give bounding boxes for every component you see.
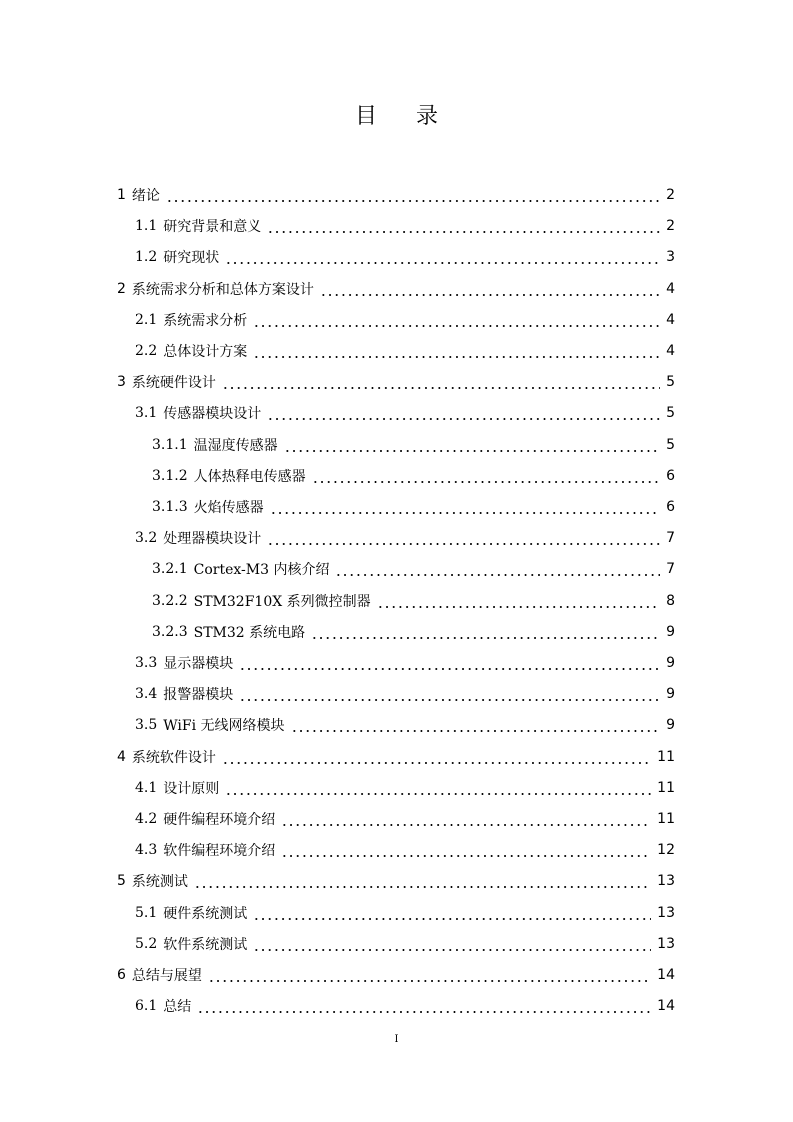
toc-entry-title: 总体设计方案 bbox=[163, 344, 248, 360]
toc-entry[interactable] bbox=[135, 648, 675, 678]
toc-entry[interactable] bbox=[117, 274, 675, 304]
toc-entry-title: 总结 bbox=[163, 999, 192, 1016]
toc-dot-leader bbox=[253, 356, 660, 359]
toc-entry-number: 2 bbox=[117, 280, 126, 297]
toc-entry-page: 11 bbox=[657, 779, 675, 796]
toc-dot-leader bbox=[267, 231, 660, 234]
toc-entry[interactable] bbox=[135, 523, 675, 553]
page-title: 目 录 bbox=[355, 104, 454, 129]
toc-entry-number: 3.2 bbox=[135, 530, 158, 547]
toc-entry-number: 5.2 bbox=[135, 935, 158, 952]
toc-entry[interactable] bbox=[135, 710, 675, 740]
toc-entry-page: 4 bbox=[666, 280, 675, 297]
toc-entry[interactable] bbox=[152, 586, 675, 616]
toc-entry-page: 7 bbox=[666, 530, 675, 547]
toc-entry-page: 8 bbox=[666, 592, 675, 609]
toc-entry[interactable] bbox=[135, 336, 675, 366]
toc-entry-title: 系统硬件设计 bbox=[131, 375, 216, 392]
toc-entry-number: 1 bbox=[117, 187, 126, 203]
toc-entry-title: 火焰传感器 bbox=[193, 500, 264, 516]
toc-entry-number: 3.2.1 bbox=[152, 561, 188, 578]
toc-entry-number: 3.2.2 bbox=[152, 592, 188, 609]
toc-entry-title: 温湿度传感器 bbox=[193, 437, 278, 454]
toc-dot-leader bbox=[222, 761, 651, 764]
toc-entry-page: 13 bbox=[657, 873, 675, 890]
toc-dot-leader bbox=[239, 699, 660, 702]
toc-entry-page: 13 bbox=[657, 935, 675, 952]
toc-dot-leader bbox=[311, 636, 660, 639]
toc-entry-title: 设计原则 bbox=[163, 780, 220, 797]
toc-dot-leader bbox=[284, 449, 660, 452]
toc-entry-page: 9 bbox=[666, 623, 675, 640]
toc-dot-leader bbox=[312, 480, 660, 483]
toc-entry-number: 1.2 bbox=[135, 249, 158, 266]
toc-entry-title: 硬件系统测试 bbox=[163, 905, 248, 922]
toc-entry[interactable] bbox=[117, 742, 675, 772]
toc-entry-title: WiFi 无线网络模块 bbox=[163, 718, 285, 735]
toc-entry[interactable] bbox=[152, 430, 675, 460]
page-number: I bbox=[394, 1034, 399, 1045]
toc-dot-leader bbox=[377, 605, 660, 608]
toc-entry[interactable] bbox=[152, 554, 675, 584]
toc-entry[interactable] bbox=[117, 960, 675, 990]
toc-entry[interactable] bbox=[117, 367, 675, 397]
toc-entry-page: 9 bbox=[666, 686, 675, 703]
toc-entry-number: 3.5 bbox=[135, 717, 158, 734]
toc-entry-title: 软件系统测试 bbox=[163, 936, 248, 953]
toc-entry-title: 系统测试 bbox=[131, 874, 188, 891]
toc-entry-title: 传感器模块设计 bbox=[163, 406, 262, 423]
toc-dot-leader bbox=[194, 886, 651, 889]
toc-dot-leader bbox=[239, 668, 660, 671]
toc-entry-page: 6 bbox=[666, 499, 675, 515]
toc-entry-number: 3.2.3 bbox=[152, 623, 188, 640]
toc-dot-leader bbox=[253, 917, 651, 920]
toc-entry-number: 4.1 bbox=[135, 779, 158, 796]
toc-entry-page: 6 bbox=[666, 467, 675, 484]
toc-entry[interactable] bbox=[135, 242, 675, 272]
toc-entry-title: 总结与展望 bbox=[131, 968, 202, 984]
toc-entry[interactable] bbox=[117, 180, 675, 210]
toc-entry[interactable] bbox=[152, 617, 675, 647]
toc-entry-number: 3.3 bbox=[135, 655, 158, 671]
toc-entry[interactable] bbox=[135, 773, 675, 803]
toc-entry-page: 4 bbox=[666, 343, 675, 359]
toc-entry-number: 1.1 bbox=[135, 218, 158, 235]
toc-dot-leader bbox=[320, 293, 660, 296]
toc-entry-title: 处理器模块设计 bbox=[163, 531, 262, 548]
toc-entry-number: 5.1 bbox=[135, 904, 158, 921]
toc-entry-number: 4.2 bbox=[135, 811, 158, 827]
toc-dot-leader bbox=[225, 262, 660, 265]
toc-entry[interactable] bbox=[135, 679, 675, 709]
toc-entry-page: 7 bbox=[666, 561, 675, 578]
toc-dot-leader bbox=[166, 200, 660, 203]
toc-entry-number: 5 bbox=[117, 873, 126, 890]
toc-entry-title: Cortex-M3 内核介绍 bbox=[193, 562, 330, 579]
toc-entry-number: 3.4 bbox=[135, 686, 158, 703]
toc-entry-title: 系统需求分析 bbox=[163, 312, 248, 329]
toc-dot-leader bbox=[222, 387, 660, 390]
toc-entry-page: 12 bbox=[657, 842, 675, 859]
toc-entry-page: 9 bbox=[666, 717, 675, 734]
toc-entry-page: 11 bbox=[657, 748, 675, 765]
toc-entry-title: STM32F10X 系列微控制器 bbox=[193, 593, 371, 610]
toc-entry-title: 系统软件设计 bbox=[131, 749, 216, 766]
toc-dot-leader bbox=[267, 418, 660, 421]
toc-dot-leader bbox=[225, 792, 651, 795]
toc-entry[interactable] bbox=[135, 398, 675, 428]
toc-entry-page: 13 bbox=[657, 904, 675, 921]
toc-dot-leader bbox=[253, 324, 660, 327]
toc-entry-title: 人体热释电传感器 bbox=[193, 468, 306, 485]
toc-entry[interactable] bbox=[135, 211, 675, 241]
toc-dot-leader bbox=[281, 855, 651, 858]
toc-entry-title: 研究背景和意义 bbox=[163, 219, 262, 236]
toc-entry-page: 14 bbox=[657, 967, 675, 983]
toc-entry-number: 3.1 bbox=[135, 405, 158, 422]
toc-entry-title: 硬件编程环境介绍 bbox=[163, 812, 276, 828]
toc-entry-title: 研究现状 bbox=[163, 250, 220, 267]
toc-dot-leader bbox=[270, 512, 660, 515]
toc-entry-title: 软件编程环境介绍 bbox=[163, 843, 276, 860]
toc-entry-number: 3 bbox=[117, 374, 126, 391]
toc-dot-leader bbox=[335, 574, 660, 577]
toc-dot-leader bbox=[267, 543, 660, 546]
toc-entry-title: STM32 系统电路 bbox=[193, 624, 306, 641]
toc-entry[interactable] bbox=[135, 898, 675, 928]
toc-entry-number: 4.3 bbox=[135, 842, 158, 859]
toc-entry-number: 4 bbox=[117, 748, 126, 765]
toc-entry-number: 6.1 bbox=[135, 998, 158, 1015]
toc-dot-leader bbox=[291, 730, 661, 733]
toc-entry-title: 报警器模块 bbox=[163, 687, 234, 704]
toc-entry[interactable] bbox=[117, 866, 675, 896]
toc-dot-leader bbox=[253, 948, 651, 951]
toc-entry-page: 3 bbox=[666, 249, 675, 266]
toc-dot-leader bbox=[208, 980, 651, 983]
toc-entry-page: 5 bbox=[666, 436, 675, 453]
toc-entry[interactable] bbox=[152, 492, 675, 522]
toc-entry-page: 2 bbox=[666, 187, 675, 203]
toc-entry-page: 5 bbox=[666, 405, 675, 422]
toc-entry[interactable] bbox=[135, 835, 675, 865]
toc-entry-number: 2.1 bbox=[135, 311, 158, 328]
toc-entry-page: 11 bbox=[657, 811, 675, 827]
toc-entry-page: 5 bbox=[666, 374, 675, 391]
toc-entry-title: 系统需求分析和总体方案设计 bbox=[131, 281, 314, 298]
toc-entry-number: 3.1.2 bbox=[152, 467, 188, 484]
toc-entry-number: 6 bbox=[117, 967, 126, 983]
toc-entry-page: 14 bbox=[657, 998, 675, 1015]
toc-entry-title: 显示器模块 bbox=[163, 656, 234, 672]
toc-entry-number: 3.1.1 bbox=[152, 436, 188, 453]
toc-entry-page: 9 bbox=[666, 655, 675, 671]
toc-entry-number: 2.2 bbox=[135, 343, 158, 359]
toc-dot-leader bbox=[281, 824, 651, 827]
toc-entry[interactable] bbox=[152, 461, 675, 491]
toc-dot-leader bbox=[197, 1011, 651, 1014]
toc-entry[interactable] bbox=[135, 929, 675, 959]
toc-entry[interactable] bbox=[135, 991, 675, 1021]
toc-entry[interactable] bbox=[135, 305, 675, 335]
toc-entry[interactable] bbox=[135, 804, 675, 834]
toc-entry-page: 2 bbox=[666, 218, 675, 235]
toc-entry-page: 4 bbox=[666, 311, 675, 328]
toc-entry-number: 3.1.3 bbox=[152, 499, 188, 515]
toc-entry-title: 绪论 bbox=[131, 188, 160, 204]
